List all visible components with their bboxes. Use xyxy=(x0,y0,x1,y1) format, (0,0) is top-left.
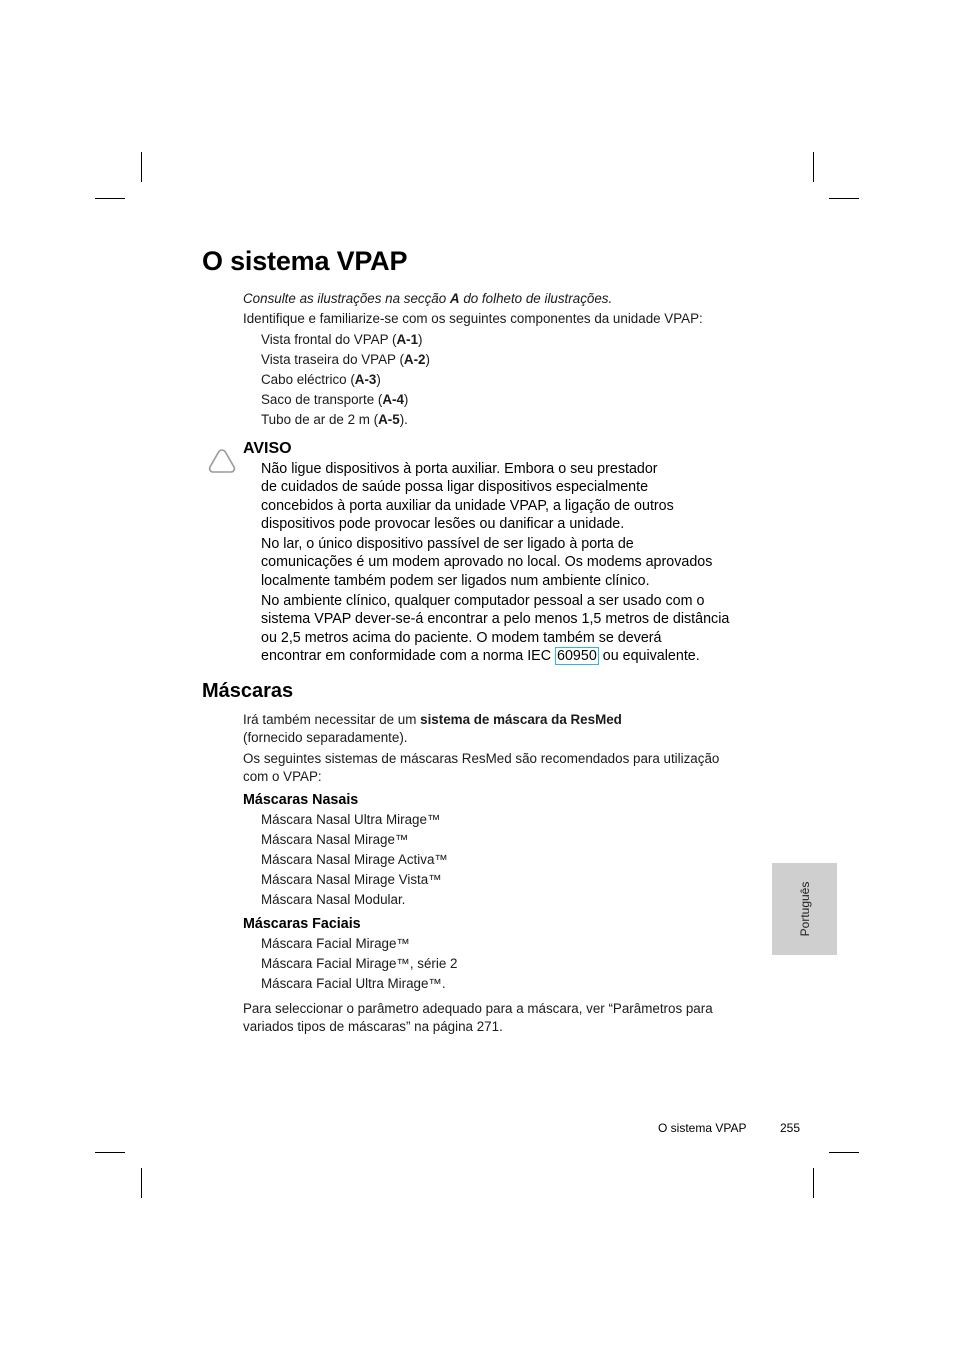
page-title: O sistema VPAP xyxy=(202,246,408,276)
crop-mark xyxy=(95,1152,125,1153)
list-item: Máscara Facial Mirage™, série 2 xyxy=(261,956,458,971)
crop-mark xyxy=(829,1152,859,1153)
language-tab xyxy=(772,863,837,955)
list-item: Máscara Nasal Mirage Vista™ xyxy=(261,872,442,887)
page-number: 255 xyxy=(780,1121,801,1135)
warning-triangle-icon xyxy=(207,446,237,476)
crop-mark xyxy=(141,152,142,182)
footer-section-title: O sistema VPAP xyxy=(658,1121,747,1135)
list-item: Vista frontal do VPAP (A-1) xyxy=(261,332,423,347)
list-item: Máscara Facial Mirage™ xyxy=(261,936,410,951)
facial-masks-heading: Máscaras Faciais xyxy=(243,916,361,932)
list-item: Máscara Nasal Modular. xyxy=(261,892,406,907)
closing-line1: Para seleccionar o parâmetro adequado para a máscara, ver “Parâmetros para xyxy=(243,1001,713,1016)
list-item: Máscara Facial Ultra Mirage™. xyxy=(261,976,446,991)
list-item: Tubo de ar de 2 m (A-5). xyxy=(261,412,408,427)
nasal-masks-heading: Máscaras Nasais xyxy=(243,792,359,808)
masks-para2-line2: com o VPAP: xyxy=(243,769,322,784)
crop-mark xyxy=(829,198,859,199)
list-item: Saco de transporte (A-4) xyxy=(261,392,409,407)
illustrations-note: Consulte as ilustrações na secção A do folheto de ilustrações. xyxy=(243,291,613,306)
iec-standard-link[interactable]: 60950 xyxy=(557,648,597,664)
crop-mark xyxy=(95,198,125,199)
list-item: Cabo eléctrico (A-3) xyxy=(261,372,381,387)
warning-last-line: encontrar em conformidade com a norma IEC 60950 ou equivalente. xyxy=(261,648,700,664)
warning-heading: AVISO xyxy=(243,440,292,457)
closing-line2: variados tipos de máscaras” na página 271. xyxy=(243,1019,503,1034)
list-item: Máscara Nasal Mirage Activa™ xyxy=(261,852,448,867)
masks-heading: Máscaras xyxy=(202,680,294,702)
masks-para2-line1: Os seguintes sistemas de máscaras ResMed são recomendados para utilização xyxy=(243,751,720,766)
list-item: Máscara Nasal Ultra Mirage™ xyxy=(261,812,441,827)
crop-mark xyxy=(813,152,814,182)
masks-para1: Irá também necessitar de um sistema de máscara da ResMed xyxy=(243,712,622,727)
language-tab-label: Português xyxy=(797,881,812,937)
crop-mark xyxy=(813,1168,814,1198)
identify-text: Identifique e familiarize-se com os seguintes componentes da unidade VPAP: xyxy=(243,311,703,326)
list-item: Máscara Nasal Mirage™ xyxy=(261,832,409,847)
masks-para1-line2: (fornecido separadamente). xyxy=(243,730,408,745)
crop-mark xyxy=(141,1168,142,1198)
list-item: Vista traseira do VPAP (A-2) xyxy=(261,352,430,367)
